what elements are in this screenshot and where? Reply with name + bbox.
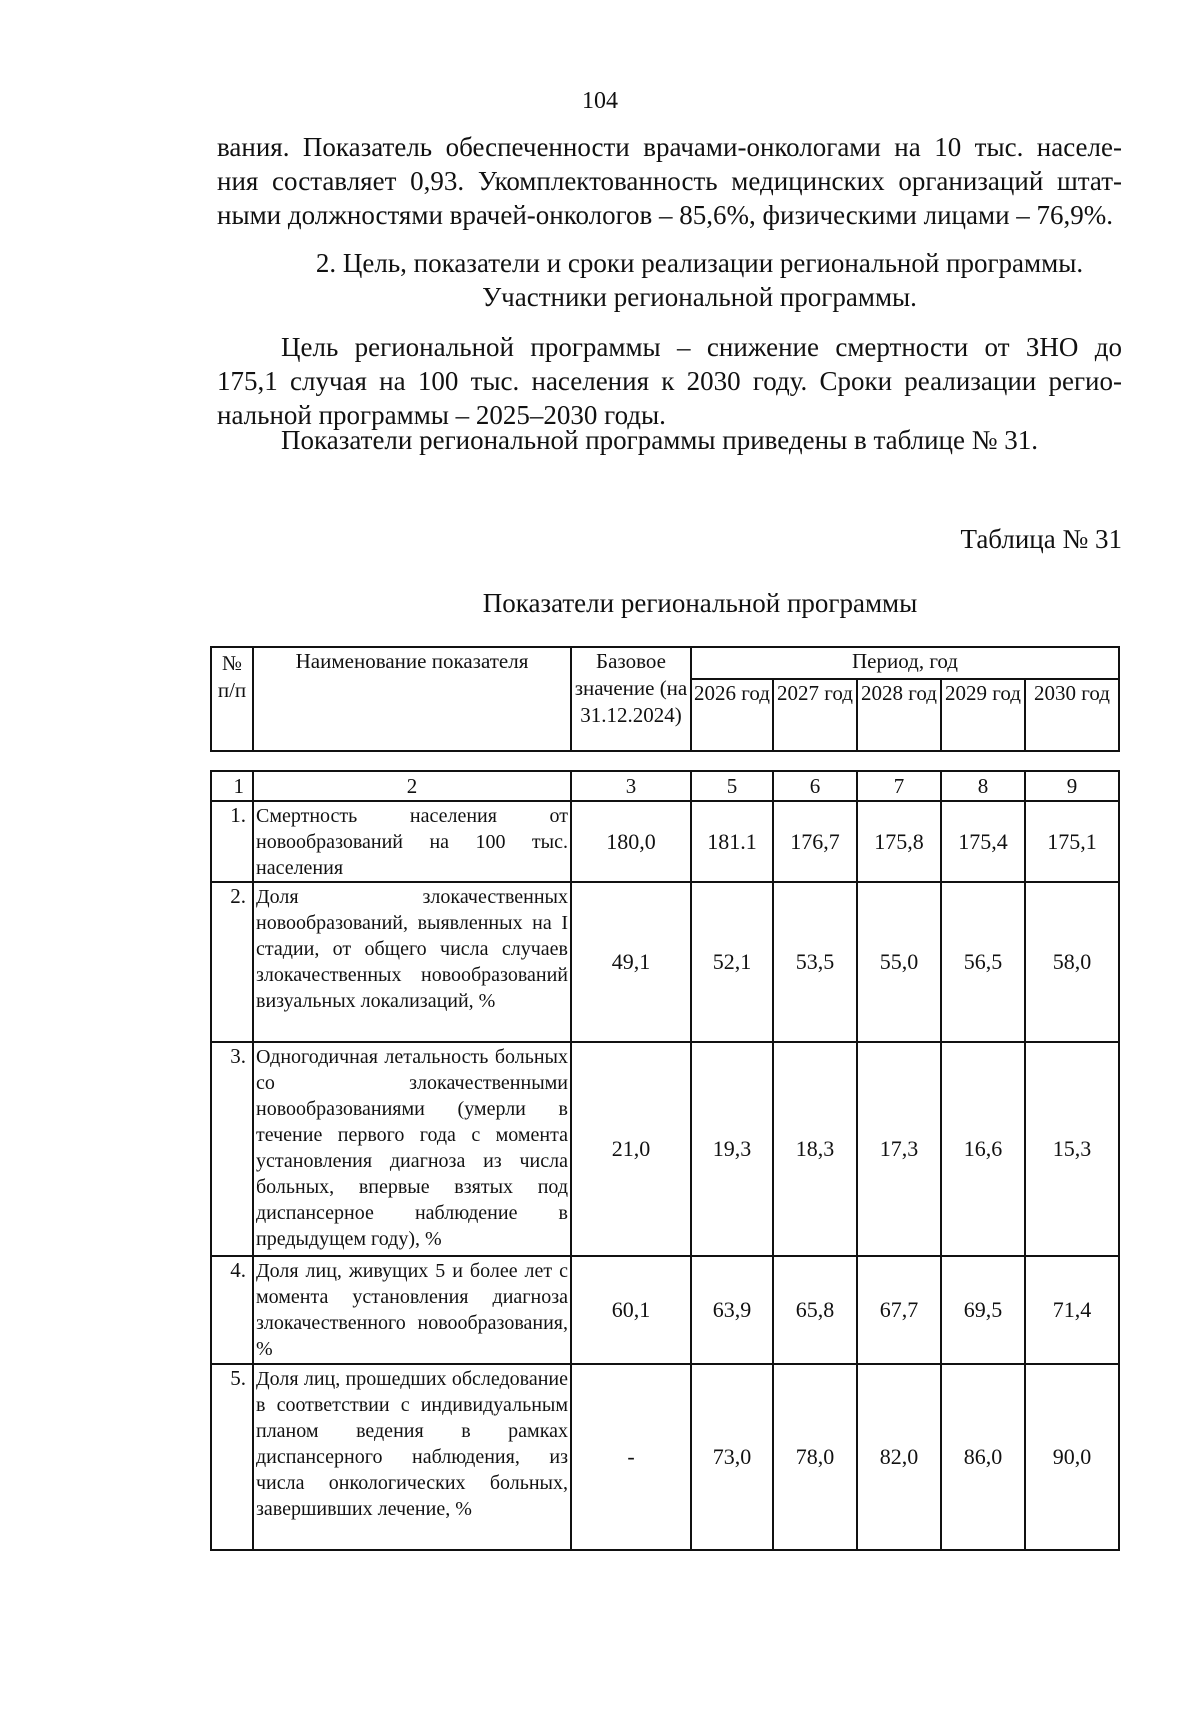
table-row xyxy=(211,1364,1119,1550)
year-value: 63,9 xyxy=(691,1256,773,1364)
section-heading-line: Участники региональной программы. xyxy=(482,282,917,312)
column-index: 9 xyxy=(1025,771,1119,801)
indicators-reference: Показатели региональной программы приведены в таблице № 31. xyxy=(281,425,1039,455)
column-index-row xyxy=(211,771,1119,801)
goal-paragraph xyxy=(217,330,1122,432)
year-value: 67,7 xyxy=(857,1256,941,1364)
year-value: 181.1 xyxy=(691,801,773,882)
year-value: 78,0 xyxy=(773,1364,857,1550)
column-index: 5 xyxy=(691,771,773,801)
indicators-table xyxy=(210,770,1120,1551)
table-row xyxy=(211,801,1119,882)
header-year: 2029 год xyxy=(941,679,1025,751)
goal-line: 175,1 случая на 100 тыс. населения к 2030 году. Сроки реализации регио- xyxy=(217,366,1122,396)
base-value: 180,0 xyxy=(571,801,691,882)
indicator-name: Одногодичная летальность больных со злокачественными новообразованиями (умерли в течение первого года с момента установления диагноза из числа больных, впервые взятых под диспансерное наблюдение в предыдущем году), % xyxy=(253,1042,571,1256)
table-row xyxy=(211,882,1119,1042)
indicator-name: Доля злокачественных новообразований, выявленных на I стадии, от общего числа случаев злокачественных новообразований визуальных локализаций, % xyxy=(253,882,571,1042)
header-period: Период, год xyxy=(691,647,1119,679)
goal-line: Цель региональной программы – снижение смертности от ЗНО до xyxy=(281,332,1122,362)
section-heading-line: 2. Цель, показатели и сроки реализации региональной программы. xyxy=(315,248,1084,278)
column-index: 6 xyxy=(773,771,857,801)
intro-paragraph xyxy=(217,130,1122,232)
table-title: Показатели региональной программы xyxy=(482,588,918,618)
year-value: 71,4 xyxy=(1025,1256,1119,1364)
year-value: 17,3 xyxy=(857,1042,941,1256)
year-value: 18,3 xyxy=(773,1042,857,1256)
intro-line: ния составляет 0,93. Укомплектованность медицинских организаций штат- xyxy=(217,166,1122,196)
column-index: 7 xyxy=(857,771,941,801)
indicator-name: Доля лиц, живущих 5 и более лет с момента установления диагноза злокачественного новообразования, % xyxy=(253,1256,571,1364)
column-index: 8 xyxy=(941,771,1025,801)
header-num: № п/п xyxy=(211,647,253,751)
row-number: 3. xyxy=(211,1042,253,1256)
table-row xyxy=(211,1042,1119,1256)
table-label: Таблица № 31 xyxy=(960,524,1122,554)
column-index: 2 xyxy=(253,771,571,801)
year-value: 90,0 xyxy=(1025,1364,1119,1550)
base-value: - xyxy=(571,1364,691,1550)
indicator-name: Доля лиц, прошедших обследование в соответствии с индивидуальным планом ведения в рамках диспансерного наблюдения, из числа онкологических больных, завершивших лечение, % xyxy=(253,1364,571,1550)
base-value: 60,1 xyxy=(571,1256,691,1364)
header-year: 2028 год xyxy=(857,679,941,751)
year-value: 15,3 xyxy=(1025,1042,1119,1256)
page-number: 104 xyxy=(582,88,618,114)
header-year: 2027 год xyxy=(773,679,857,751)
year-value: 73,0 xyxy=(691,1364,773,1550)
header-year: 2030 год xyxy=(1025,679,1119,751)
indicator-name: Смертность населения от новообразований на 100 тыс. населения xyxy=(253,801,571,882)
row-number: 1. xyxy=(211,801,253,882)
base-value: 21,0 xyxy=(571,1042,691,1256)
section-heading xyxy=(217,246,1122,314)
row-number: 4. xyxy=(211,1256,253,1364)
year-value: 175,8 xyxy=(857,801,941,882)
year-value: 55,0 xyxy=(857,882,941,1042)
base-value: 49,1 xyxy=(571,882,691,1042)
year-value: 19,3 xyxy=(691,1042,773,1256)
intro-line: ными должностями врачей-онкологов – 85,6%, физическими лицами – 76,9%. xyxy=(217,200,1114,230)
year-value: 69,5 xyxy=(941,1256,1025,1364)
indicators-table-header xyxy=(210,646,1120,752)
column-index: 3 xyxy=(571,771,691,801)
row-number: 5. xyxy=(211,1364,253,1550)
year-value: 56,5 xyxy=(941,882,1025,1042)
year-value: 53,5 xyxy=(773,882,857,1042)
goal-line: нальной программы – 2025–2030 годы. xyxy=(217,400,666,430)
year-value: 86,0 xyxy=(941,1364,1025,1550)
year-value: 82,0 xyxy=(857,1364,941,1550)
year-value: 176,7 xyxy=(773,801,857,882)
year-value: 175,4 xyxy=(941,801,1025,882)
year-value: 52,1 xyxy=(691,882,773,1042)
year-value: 175,1 xyxy=(1025,801,1119,882)
row-number: 2. xyxy=(211,882,253,1042)
header-name: Наименование показателя xyxy=(253,647,571,751)
year-value: 16,6 xyxy=(941,1042,1025,1256)
column-index: 1 xyxy=(211,771,253,801)
table-row xyxy=(211,1256,1119,1364)
year-value: 58,0 xyxy=(1025,882,1119,1042)
header-year: 2026 год xyxy=(691,679,773,751)
intro-line: вания. Показатель обеспеченности врачами-онкологами на 10 тыс. населе- xyxy=(217,132,1122,162)
year-value: 65,8 xyxy=(773,1256,857,1364)
header-base: Базовое значение (на 31.12.2024) xyxy=(571,647,691,751)
